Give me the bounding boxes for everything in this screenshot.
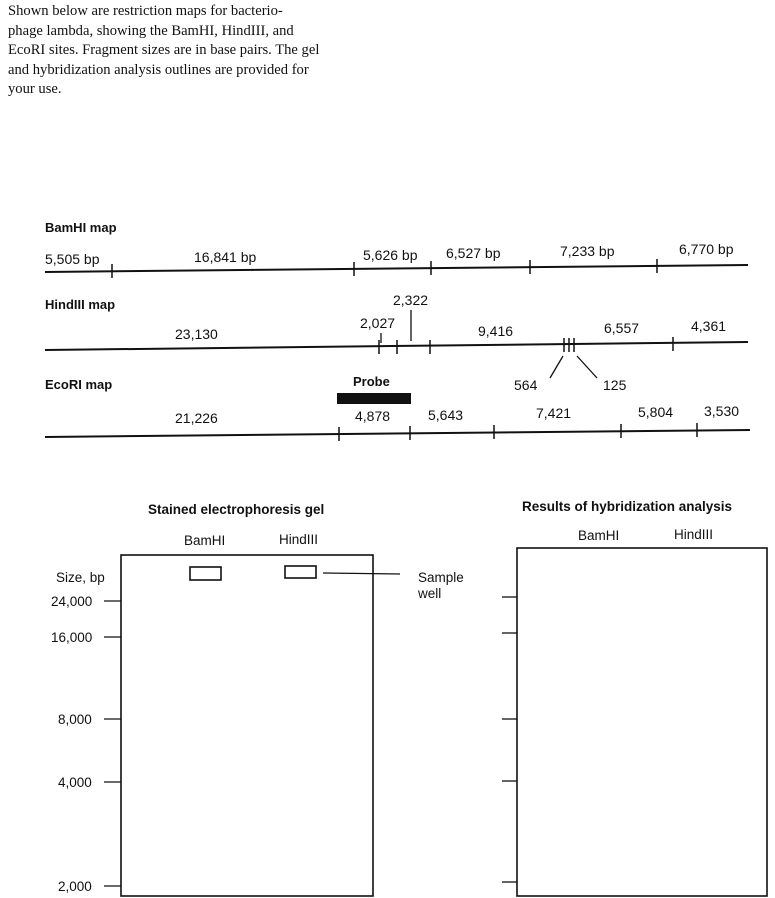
bamhi-map-line: [45, 265, 748, 272]
hindiii-fragment: 9,416: [478, 323, 514, 339]
label-leader-564: [550, 356, 563, 378]
ecori-fragment: 5,643: [428, 407, 464, 423]
hyb-lane-label: BamHI: [578, 528, 620, 543]
intro-line: Shown below are restriction maps for bacterio-: [8, 3, 283, 19]
ecori-fragment: 3,530: [704, 403, 740, 419]
sample-well-hindiii: [285, 566, 316, 578]
gel-marker-label: 8,000: [58, 712, 92, 727]
bamhi-fragment: 6,770 bp: [679, 241, 734, 257]
intro-line: and hybridization analysis outlines are provided for: [8, 61, 309, 78]
hindiii-fragment: 564: [514, 377, 538, 393]
sample-well-label: well: [418, 586, 442, 601]
gel-marker-label: 16,000: [51, 630, 93, 645]
hindiii-fragment: 2,027: [360, 315, 396, 331]
hybridization-title: Results of hybridization analysis: [522, 499, 733, 514]
bamhi-fragment: 16,841 bp: [194, 249, 257, 265]
size-axis-label: Size, bp: [56, 570, 105, 585]
intro-line: your use.: [8, 81, 62, 97]
hindiii-map-title: HindIII map: [45, 297, 116, 312]
gel-marker-label: 4,000: [58, 775, 92, 790]
gel-marker-label: 2,000: [58, 879, 92, 894]
intro-line: EcoRI sites. Fragment sizes are in base pairs. The gel: [8, 42, 320, 58]
hindiii-fragment: 6,557: [604, 320, 640, 336]
hindiii-fragment: 2,322: [393, 292, 429, 308]
intro-line: phage lambda, showing the BamHI, HindIII, and: [8, 22, 294, 39]
bamhi-fragment: 7,233 bp: [560, 243, 615, 259]
gel-title: Stained electrophoresis gel: [148, 502, 325, 517]
bamhi-fragment: 6,527 bp: [446, 245, 501, 261]
ecori-fragment: 21,226: [175, 410, 218, 426]
bamhi-map-title: BamHI map: [45, 220, 117, 235]
bamhi-fragment: 5,626 bp: [363, 247, 418, 263]
label-leader-125: [577, 356, 597, 378]
gel-lane-label: HindIII: [279, 532, 319, 547]
hindiii-fragment: 125: [603, 377, 627, 393]
bamhi-fragment: 5,505 bp: [45, 251, 100, 267]
gel-marker-label: 24,000: [51, 594, 93, 609]
hindiii-fragment: 23,130: [175, 326, 218, 342]
sample-well-pointer: [323, 573, 400, 574]
probe-label: Probe: [353, 374, 390, 389]
gel-box: [121, 555, 373, 896]
hindiii-fragment: 4,361: [691, 318, 727, 334]
ecori-map-line: [45, 430, 750, 437]
probe-bar: [337, 393, 411, 404]
hybridization-box: [517, 548, 767, 896]
ecori-map-title: EcoRI map: [45, 377, 113, 392]
gel-lane-label: BamHI: [184, 533, 226, 548]
ecori-fragment: 7,421: [536, 405, 572, 421]
ecori-fragment: 4,878: [355, 408, 391, 424]
sample-well-bamhi: [190, 567, 221, 580]
hyb-lane-label: HindIII: [674, 527, 714, 542]
ecori-fragment: 5,804: [638, 404, 674, 420]
sample-well-label: Sample: [418, 570, 464, 585]
